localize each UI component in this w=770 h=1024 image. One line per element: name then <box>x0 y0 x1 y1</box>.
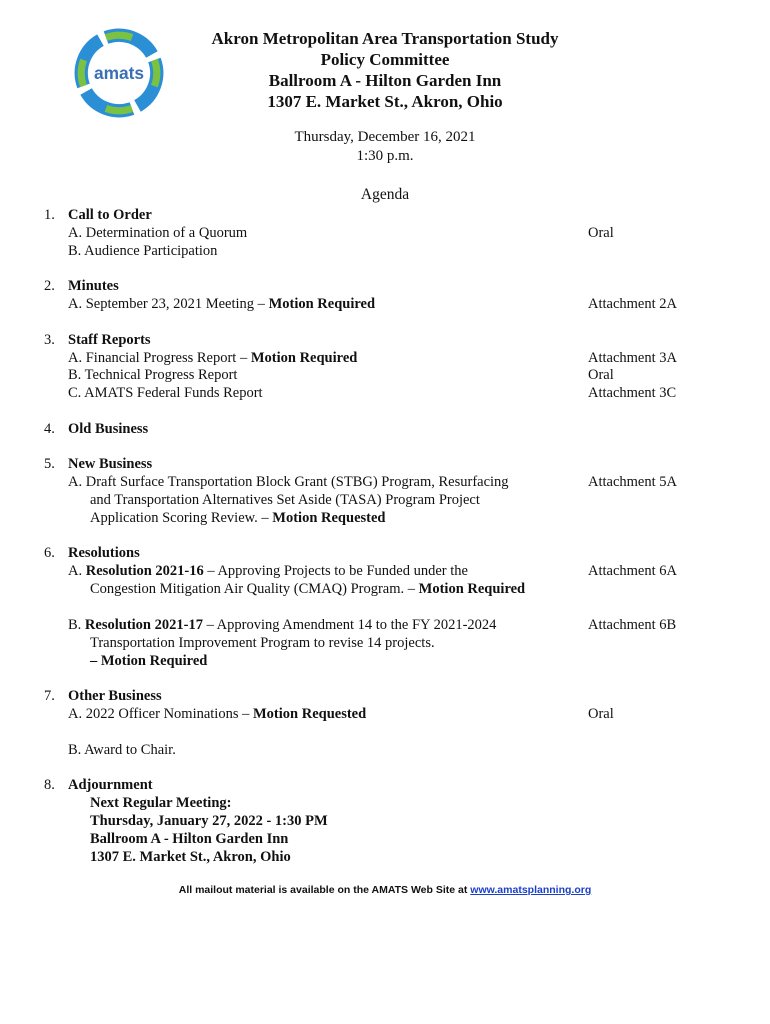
next-meeting-address: 1307 E. Market St., Akron, Ohio <box>90 849 291 865</box>
subitem: A. Determination of a Quorum <box>68 225 248 241</box>
item-title: Minutes <box>68 278 119 294</box>
item-title: Resolutions <box>68 545 140 561</box>
item-title: Old Business <box>68 421 149 437</box>
agenda-title: Agenda <box>360 186 410 203</box>
address: 1307 E. Market St., Akron, Ohio <box>267 92 503 111</box>
item-number: 8. <box>44 777 55 793</box>
subitem: A. Resolution 2021-16 – Approving Projects to be Funded under the <box>68 563 468 579</box>
next-meeting-date: Thursday, January 27, 2022 - 1:30 PM <box>90 813 328 829</box>
org-name: Akron Metropolitan Area Transportation Study <box>211 29 559 48</box>
subitem-continuation: Application Scoring Review. – Motion Requested <box>90 510 386 526</box>
subitem: B. Technical Progress Report <box>68 367 238 383</box>
subitem: B. Resolution 2021-17 – Approving Amendment 14 to the FY 2021-2024 <box>68 617 497 633</box>
attachment-label: Attachment 3C <box>588 385 677 401</box>
venue: Ballroom A - Hilton Garden Inn <box>268 71 502 90</box>
subitem: A. September 23, 2021 Meeting – Motion Required <box>68 296 376 312</box>
subitem: B. Audience Participation <box>68 243 218 259</box>
logo-text: amats <box>93 63 145 84</box>
item-number: 7. <box>44 688 55 704</box>
item-number: 4. <box>44 421 55 437</box>
attachment-label: Attachment 2A <box>588 296 677 312</box>
subitem: B. Award to Chair. <box>68 742 176 758</box>
subitem-continuation: – Motion Required <box>90 653 208 669</box>
next-meeting-venue: Ballroom A - Hilton Garden Inn <box>90 831 289 847</box>
subitem-continuation: Congestion Mitigation Air Quality (CMAQ) Program. – Motion Required <box>90 581 526 597</box>
meeting-time: 1:30 p.m. <box>356 148 414 164</box>
attachment-label: Attachment 6A <box>588 563 677 579</box>
item-number: 3. <box>44 332 55 348</box>
subitem: A. Financial Progress Report – Motion Required <box>68 350 358 366</box>
item-title: Adjournment <box>68 777 153 793</box>
item-title: Other Business <box>68 688 162 704</box>
website-link[interactable]: www.amatsplanning.org <box>470 884 592 896</box>
subitem: A. 2022 Officer Nominations – Motion Requested <box>68 706 367 722</box>
footer-note: All mailout material is available on the AMATS Web Site at www.amatsplanning.org <box>178 884 592 896</box>
attachment-label: Attachment 3A <box>588 350 677 366</box>
next-meeting-label: Next Regular Meeting: <box>90 795 232 811</box>
meeting-date: Thursday, December 16, 2021 <box>294 129 476 145</box>
subitem: A. Draft Surface Transportation Block Grant (STBG) Program, Resurfacing <box>68 474 509 490</box>
subitem: C. AMATS Federal Funds Report <box>68 385 263 401</box>
attachment-label: Oral <box>588 225 614 241</box>
subitem-continuation: Transportation Improvement Program to revise 14 projects. <box>90 635 435 651</box>
subitem-continuation: and Transportation Alternatives Set Aside (TASA) Program Project <box>90 492 480 508</box>
attachment-label: Attachment 5A <box>588 474 677 490</box>
attachment-label: Oral <box>588 706 614 722</box>
item-number: 2. <box>44 278 55 294</box>
item-number: 1. <box>44 207 55 223</box>
item-title: New Business <box>68 456 153 472</box>
document-header <box>130 28 640 112</box>
meeting-info <box>130 128 640 166</box>
committee-name: Policy Committee <box>320 50 450 69</box>
item-title: Staff Reports <box>68 332 151 348</box>
item-number: 6. <box>44 545 55 561</box>
item-number: 5. <box>44 456 55 472</box>
item-title: Call to Order <box>68 207 152 223</box>
attachment-label: Attachment 6B <box>588 617 677 633</box>
attachment-label: Oral <box>588 367 614 383</box>
